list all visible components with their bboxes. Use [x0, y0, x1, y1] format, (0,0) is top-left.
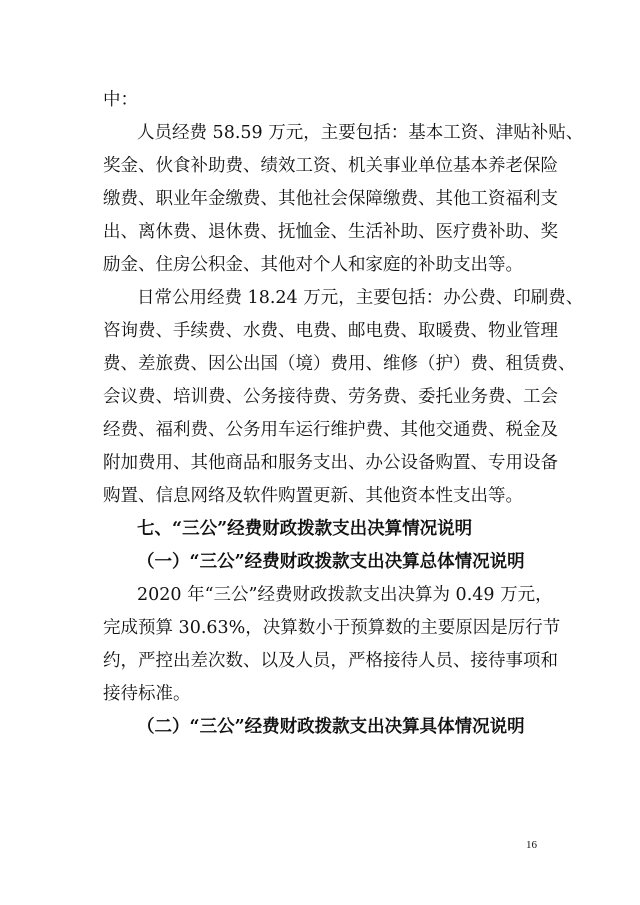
text-line: 费、差旅费、因公出国（境）费用、维修（护）费、租赁费、 — [103, 354, 576, 374]
section-heading: 七、“三公”经费财政拨款支出决算情况说明 — [137, 519, 473, 539]
text-line: 购置、信息网络及软件购置更新、其他资本性支出等。 — [103, 486, 523, 506]
text-line: 2020 年“三公”经费财政拨款支出决算为 0.49 万元， — [137, 585, 553, 605]
text-line: 中： — [103, 90, 138, 110]
text-line: 接待标准。 — [103, 684, 191, 704]
text-line: 日常公用经费 18.24 万元，主要包括：办公费、印刷费、 — [137, 288, 584, 308]
text-line: 奖金、伙食补助费、绩效工资、机关事业单位基本养老保险 — [103, 156, 558, 176]
text-line: 经费、福利费、公务用车运行维护费、其他交通费、税金及 — [103, 420, 558, 440]
text-line: 会议费、培训费、公务接待费、劳务费、委托业务费、工会 — [103, 387, 558, 407]
text-line: 约，严控出差次数、以及人员，严格接待人员、接待事项和 — [103, 651, 558, 671]
subsection-heading: （二）“三公”经费财政拨款支出决算具体情况说明 — [137, 717, 525, 737]
text-line: 咨询费、手续费、水费、电费、邮电费、取暖费、物业管理 — [103, 321, 558, 341]
text-line: 缴费、职业年金缴费、其他社会保障缴费、其他工资福利支 — [103, 189, 558, 209]
text-line: 出、离休费、退休费、抚恤金、生活补助、医疗费补助、奖 — [103, 222, 558, 242]
text-line: 励金、住房公积金、其他对个人和家庭的补助支出等。 — [103, 255, 523, 275]
subsection-heading: （一）“三公”经费财政拨款支出决算总体情况说明 — [137, 552, 525, 572]
text-line: 完成预算 30.63%，决算数小于预算数的主要原因是厉行节 — [103, 618, 561, 638]
page-number: 16 — [526, 839, 537, 851]
text-line: 附加费用、其他商品和服务支出、办公设备购置、专用设备 — [103, 453, 558, 473]
text-line: 人员经费 58.59 万元，主要包括：基本工资、津贴补贴、 — [137, 123, 584, 143]
